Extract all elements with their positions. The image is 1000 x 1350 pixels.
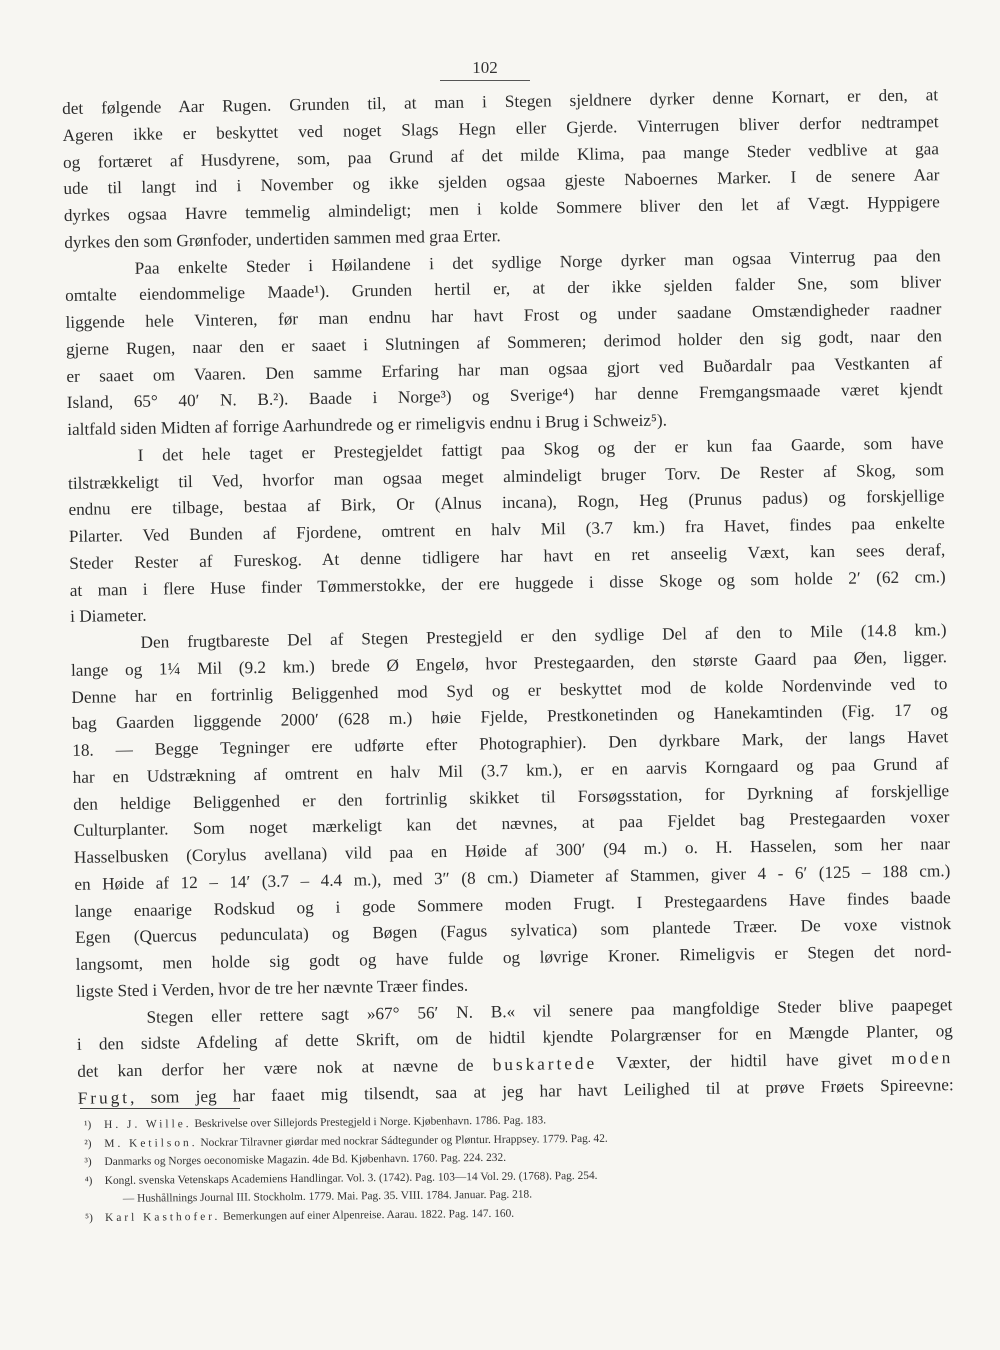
text-line: Den frugtbareste Del af Stegen Prestegjeld er den sydlige Del af den to Mile (14.8 km.) [140, 620, 947, 652]
text-line: Hasselbusken (Corylus avellana) vild paa en Høide af 300′ (94 m.) o. H. Hasselen, som her naar [73, 834, 951, 867]
text-line: en Høide af 12 – 14′ (3.7 – 4.4 m.), med 3″ (8 cm.) Diameter af Stammen, giver 4 - 6′ (125 – 188 cm.) [74, 860, 951, 894]
spaced-emphasis: moden [891, 1048, 954, 1069]
footnotes [84, 1107, 955, 1227]
text-line: har en Udstrækning af omtrent en halv Mil (3.7 km.), er en aarvis Korngaard og paa Grund af [72, 753, 949, 787]
text-line: ude til langt ind i November og ikke sjelden ogsaa gjeste Naboernes Marker. I de senere Aar [63, 165, 940, 199]
text-segment: , som jeg har faaet mig tilsendt, saa at jeg har havt Leilighed til at prøve Frøets Spireevne: [129, 1074, 954, 1107]
text-line: Culturplanter. Som noget mærkeligt kan det nævnes, at paa Fjeldet bag Prestegaarden voxer [73, 807, 950, 841]
footnote-author: H. J. Wille. [104, 1118, 192, 1131]
text-line: at man i flere Huse finder Tømmerstokke, der ere huggede i disse Skoge og som holde 2′ (62 cm.) [69, 566, 946, 600]
footnote-rule [80, 1108, 240, 1109]
footnote-text: — Hushållnings Journal III. Stockholm. 1779. Mai. Pag. 35. VIII. 1784. Januar. Pag. 218. [122, 1188, 533, 1206]
text-line: lange enaarige Rodskud og i gode Sommere moden Frugt. I Prestegaardens Have findes baade [74, 887, 951, 921]
text-line: bag Gaarden ligggende 2000′ (628 m.) høie Fjelde, Prestkonetinden og Hanekamtinden (Fig. 17 og [71, 700, 948, 734]
text-line: I det hele taget er Prestegjeldet fattigt paa Skog og der er kun faa Gaarde, som have [137, 432, 944, 465]
text-line: er saaet om Vaaren. Den samme Erfaring har man ogsaa gjort ved Buðardalr paa Vestkanten af [66, 352, 943, 386]
page-number-rule [440, 80, 530, 81]
text-line: Ageren ikke er beskyttet ved noget Slags Hegn eller Gjerde. Vinterrugen bliver derfor nedtrampet [62, 111, 939, 145]
text-line: endnu ere tilbage, bestaa af Birk, Or (Alnus incana), Rogn, Heg (Prunus padus) og forskjellige [68, 486, 945, 520]
text-line: i Diameter. [70, 605, 147, 627]
text-line: 18. — Begge Tegninger ere udførte efter Photographier). Den dyrkbare Mark, der langs Havet [72, 727, 949, 760]
footnote-text: Bemerkungen auf einer Alpenreise. Aarau. 1822. Pag. 147. 160. [220, 1207, 515, 1223]
text-line: tilstrækkeligt til Ved, hvorfor man ogsaa meget almindeligt bruger Torv. De Rester af Skog, som [67, 459, 945, 493]
text-line: lange og 1¼ Mil (9.2 km.) brede Ø Engelø, hvor Prestegaarden, den største Gaard paa Øen, ligger. [70, 646, 948, 680]
footnote-text: Nockrar Tilravner giørdar med nockrar Sádtegunder og Pløntur. Hrappsey. 1779. Pag. 42. [197, 1132, 608, 1149]
text-line: gjerne Rugen, naar den er saaet i Slutningen af Sommeren; derimod holder den sig godt, naar den [65, 325, 943, 359]
spaced-emphasis: Frugt [77, 1087, 131, 1108]
text-line: i den sidste Afdeling af dette Skrift, om de hidtil kjendte Polargrænser for en Mængde Planter, og [76, 1021, 953, 1055]
text-segment: det kan derfor her være nok at nævne de [77, 1055, 493, 1081]
footnote-mark: ¹) [84, 1119, 92, 1132]
footnote-mark: ⁴) [84, 1174, 93, 1187]
text-segment: Væxter, der hidtil have givet [597, 1049, 892, 1073]
footnote-author: M. Ketilson. [104, 1136, 198, 1150]
footnote-mark: ³) [84, 1156, 92, 1169]
text-line: Island, 65° 40′ N. B.²). Baade i Norge³) og Sverige⁴) har denne Fremgangsmaade været kjendt [66, 379, 943, 413]
footnote-text: Danmarks og Norges oeconomiske Magazin. 4de Bd. Kjøbenhavn. 1760. Pag. 224. 232. [104, 1151, 507, 1169]
spaced-emphasis: buskartede [492, 1053, 598, 1075]
text-line: det følgende Aar Rugen. Grunden til, at man i Stegen sjeldnere dyrker denne Kornart, er den, at [62, 85, 939, 118]
text-line: Paa enkelte Steder i Høilandene i det sydlige Norge dyrker man ogsaa Vinterrug paa den [134, 245, 941, 278]
body-text [62, 82, 954, 1112]
text-line: omtalte eiendommelige Maade¹). Grunden hertil er, at der ikke sjelden falder Sne, som bliver [64, 272, 942, 306]
text-line: Stegen eller rettere sagt »67° 56′ N. B.« vil senere paa mangfoldige Steder blive paapeget [146, 994, 953, 1027]
text-line: Egen (Quercus pedunculata) og Bøgen (Fagus sylvatica) som plantede Træer. De voxe vistnok [75, 914, 952, 948]
footnote-author: Karl Kasthofer. [105, 1210, 221, 1224]
text-line: langsomt, men holde sig godt og have fulde og løvrige Kroner. Rimeligvis er Stegen det nord- [75, 941, 952, 974]
page-number: 102 [472, 58, 498, 77]
text-line: ialtfald siden Midten af forrige Aarhundrede og er rimeligvis endnu i Brug i Schweiz⁵). [67, 410, 668, 439]
text-line: Denne har en fortrinlig Beliggenhed mod Syd og er beskyttet mod de kolde Nordenvinde ved to [71, 673, 948, 707]
text-line: dyrkes ogsaa Havre temmelig almindeligt; men i kolde Sommere bliver den let af Vægt. Hyppigere [63, 192, 940, 225]
footnote-mark: ²) [84, 1137, 92, 1150]
footnote-text: Kongl. svenska Vetenskaps Academiens Handlingar. Vol. 3. (1742). Pag. 103—14 Vol. 29. (1768). Pag. 254. [104, 1169, 598, 1187]
footnote-text: Beskrivelse over Sillejords Prestegjeld i Norge. Kjøbenhavn. 1786. Pag. 183. [191, 1114, 547, 1131]
text-line: Pilarter. Ved Bunden af Fjordene, omtrent en halv Mil (3.7 km.) fra Havet, findes paa enkelte [68, 513, 945, 546]
text-line: og fortæret af Husdyrene, som, paa Grund af det milde Klima, paa mange Steder vedblive at gaa [62, 138, 940, 172]
text-line: ligste Sted i Verden, hvor de tre her nævnte Træer findes. [75, 975, 469, 1001]
text-line: den heldige Beliggenhed er den fortrinlig skikket til Forsøgsstation, for Dyrkning af forskjellige [72, 780, 950, 814]
footnote-mark: ⁵) [85, 1212, 93, 1225]
text-line: liggende hele Vinteren, før man endnu har havt Frost og under saadane Omstændigheder raadner [65, 299, 942, 332]
text-line: Steder Rester af Fureskog. At denne tidligere har havt en ret anseelig Væxt, kan sees deraf, [69, 539, 946, 573]
text-line: dyrkes den som Grønfoder, undertiden sammen med graa Erter. [64, 225, 501, 252]
